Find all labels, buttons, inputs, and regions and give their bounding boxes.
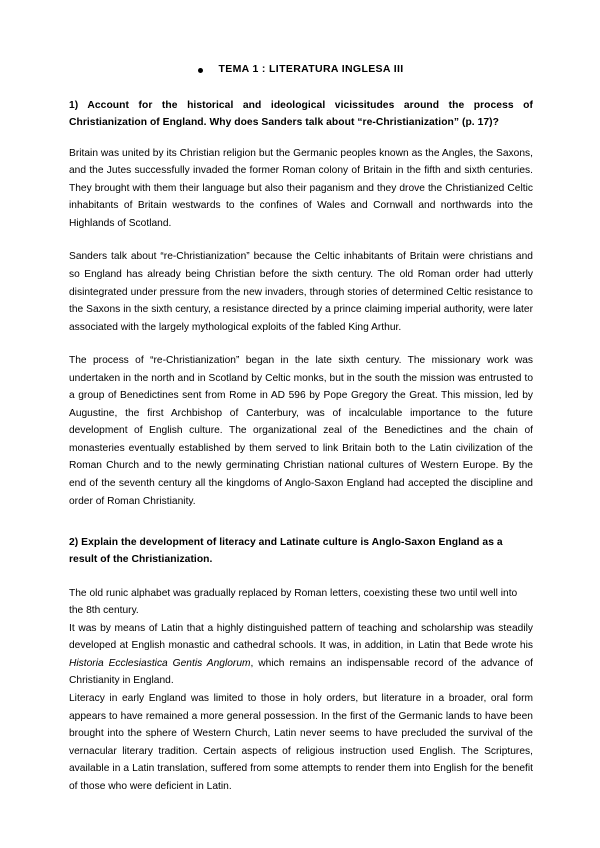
question-2-paragraph-2-text-a: It was by means of Latin that a highly distinguished pattern of teaching and scholarship was steadily developed at English monastic and cathedral schools. It was, in addition, in Latin that Bede wrote his (69, 622, 533, 652)
question-1-paragraph-3: The process of “re-Christianization” began in the late sixth century. The missionary work was undertaken in the north and in Scotland by Celtic monks, but in the south the mission was entrusted to a group of Benedictines sent from Rome in AD 596 by Pope Gregory the Great. This mission, led by Augustine, the first Archbishop of Canterbury, was of incalculable importance to the future development of English culture. The organizational zeal of the Benedictines and the chain of monasteries eventually established by them served to link Britain both to the Latin civilization of the Roman Church and to the newly germinating Christian national cultures of Western Europe. By the end of the seventh century all the kingdoms of Anglo-Saxon England had accepted the discipline and order of Roman Christianity. (69, 355, 533, 507)
document-title-row (69, 62, 533, 76)
question-2-paragraph-1: The old runic alphabet was gradually replaced by Roman letters, coexisting these two until well into the 8th century. (69, 587, 518, 617)
question-2-paragraph-2 (69, 620, 533, 690)
document-title: TEMA 1 : LITERATURA INGLESA III (218, 63, 404, 75)
question-1-paragraph-1: Britain was united by its Christian religion but the Germanic peoples known as the Angles, the Saxons, and the Jutes successfully invaded the former Roman colony of Britain in the fifth and sixth centuries. They brought with them their language but also their paganism and they drove the Christianized Celtic inhabitants of Britain westwards to the confines of Wales and Cornwall and northwards into the Highlands of Scotland. (69, 147, 533, 229)
question-1-heading: 1) Account for the historical and ideological vicissitudes around the process of Christianization of England. Why does Sanders talk about “re-Christianization” (p. 17)? (69, 100, 533, 128)
question-2-body (69, 585, 533, 796)
question-2-paragraph-3: Literacy in early England was limited to those in holy orders, but literature in a broader, oral form appears to have remained a more general possession. In the first of the Germanic lands to have been brought into the sphere of Western Church, Latin never seems to have precluded the survival of the vernacular literary tradition. Certain aspects of religious instruction used English. The Scriptures, available in a Latin translation, suffered from some attempts to render them into English for the benefit of those who were deficient in Latin. (69, 692, 533, 792)
book-title-italic: Historia Ecclesiastica Gentis Anglorum (69, 657, 251, 669)
question-2-paragraph-2-text-b: , which remains an indispensable record of the advance of Christianity in England. (69, 657, 533, 687)
bullet-dot-icon (198, 68, 203, 73)
question-2-heading: 2) Explain the development of literacy and Latinate culture is Anglo-Saxon England as a result of the Christianization. (69, 537, 503, 565)
question-1-paragraph-2: Sanders talk about “re-Christianization” because the Celtic inhabitants of Britain were christians and so England has already being Christian before the sixth century. The old Roman order had utterly disintegrated under pressure from the new invaders, through stories of determined Celtic resistance to the Saxons in the sixth century, a resistance directed by a prince claiming imperial authority, were later associated with the largely mythological exploits of the fabled King Arthur. (69, 251, 533, 333)
document-content (69, 62, 533, 795)
